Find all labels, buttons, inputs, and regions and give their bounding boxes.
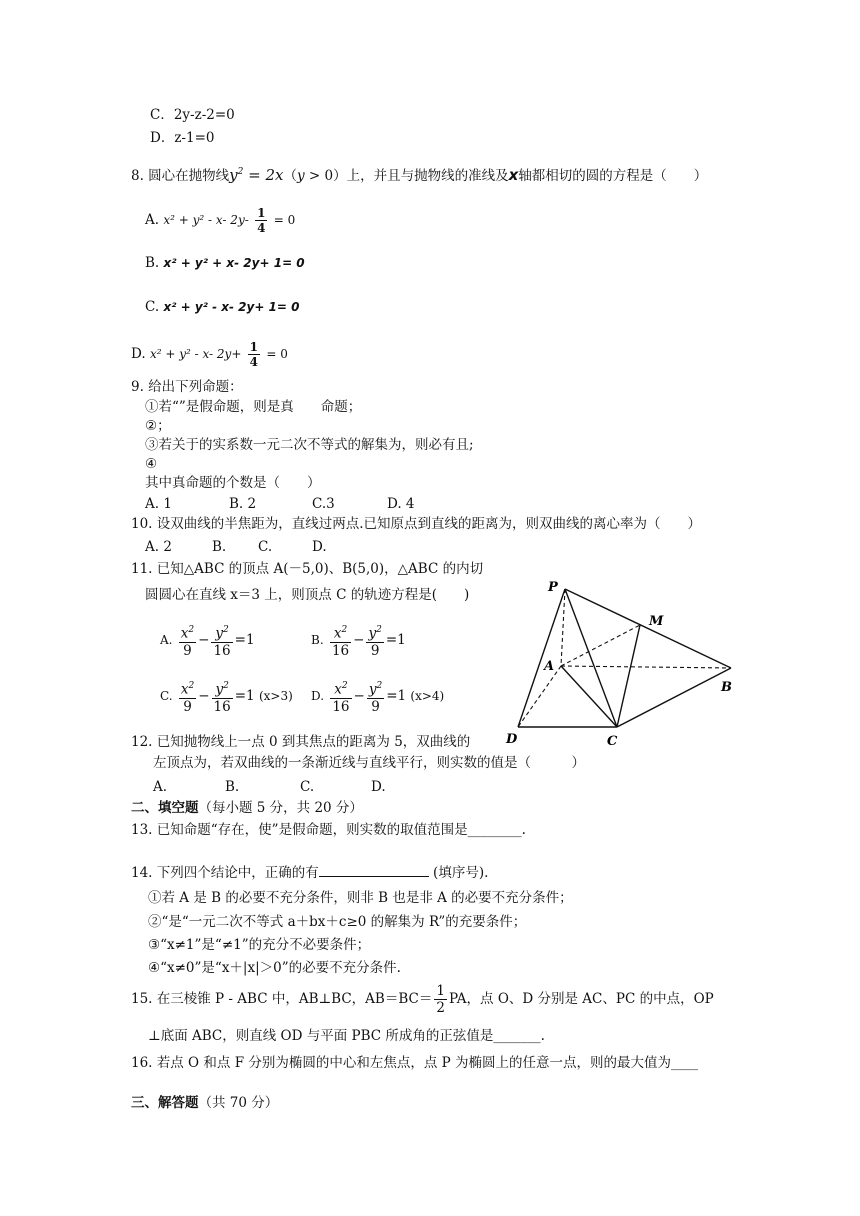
q9-question: 其中真命题的个数是（ ）	[145, 475, 321, 491]
q12-option-c: C.	[300, 779, 315, 795]
q14-item-3: ③“x≠1”是“≠1”的充分不必要条件；	[148, 937, 371, 953]
q12-option-b: B.	[225, 779, 240, 795]
q10-option-b: B.	[212, 539, 227, 555]
q10-stem: 10. 设双曲线的半焦距为，直线过两点.已知原点到直线的距离为，则双曲线的离心率为（ ）	[131, 516, 702, 532]
q16-stem: 16. 若点 O 和点 F 分别为椭圆的中心和左焦点，点 P 为椭圆上的任意一点，则的最大值为____	[131, 1055, 699, 1071]
q11-stem-line2: 圆圆心在直线 x＝3 上，则顶点 C 的轨迹方程是( )	[145, 587, 470, 603]
edge-cb	[617, 668, 731, 727]
label-a: A	[544, 659, 555, 674]
q9-option-d: D. 4	[387, 496, 415, 512]
q10-option-c: C.	[258, 539, 273, 555]
q13-stem: 13. 已知命题“存在，使”是假命题，则实数的取值范围是________.	[131, 822, 526, 838]
label-m: M	[649, 614, 664, 629]
q12-option-d: D.	[371, 779, 386, 795]
q10-option-d: D.	[312, 539, 327, 555]
q14-item-4: ④“x≠0”是“x＋|x|＞0”的必要不充分条件.	[148, 960, 401, 976]
q14-item-1: ①若 A 是 B 的必要不充分条件，则非 B 也是非 A 的必要不充分条件；	[148, 890, 573, 906]
q9-option-a: A. 1	[145, 496, 172, 512]
q7-option-d: D．z-1=0	[150, 130, 215, 146]
section-3-heading: 三、解答题（共 70 分）	[131, 1095, 279, 1111]
q11-stem-line1: 11. 已知△ABC 的顶点 A(－5,0)、B(5,0)，△ABC 的内切	[131, 561, 484, 577]
q12-stem-line1: 12. 已知抛物线上一点 0 到其焦点的距离为 5，双曲线的	[131, 734, 471, 750]
q11-option-c: C. $\frac{x^2}{9}$ − $\frac{y^2}{16}$ =1 (x>3)	[160, 678, 293, 715]
q9-item-3: ③若关于的实系数一元二次不等式的解集为，则必有且;	[145, 437, 474, 453]
q8-stem: 8. 圆心在抛物线$y^2 = 2x(y > 0)$上，并且与抛物线的准线及x轴都相切的圆的方程是（ ）	[131, 166, 708, 184]
q8-option-d: D. x² + y² - x- 2y+ $\frac{1}{4}$ = 0	[131, 340, 288, 369]
label-b: B	[721, 680, 732, 695]
section-2-heading: 二、填空题（每小题 5 分，共 20 分）	[131, 800, 363, 816]
label-d: D	[506, 732, 518, 747]
edge-ad-hidden	[518, 666, 561, 727]
q10-option-a: A. 2	[145, 539, 172, 555]
q12-stem-line2: 左顶点为，若双曲线的一条渐近线与直线平行，则实数的值是（ ）	[153, 755, 585, 771]
q8-option-b: B. x² + y² + x- 2y+ 1= 0	[145, 255, 305, 271]
q9-option-c: C.3	[312, 496, 335, 512]
q8-option-c: C. x² + y² - x- 2y+ 1= 0	[145, 299, 300, 315]
q15-stem-line1: 15. 在三棱锥 P - ABC 中，AB⊥BC，AB＝BC＝ $\frac{1}{2}$ PA，点 O、D 分别是 AC、PC 的中点，OP	[131, 983, 714, 1016]
q9-option-b: B. 2	[229, 496, 257, 512]
q9-item-4: ④	[145, 456, 158, 472]
q11-option-a: A. $\frac{x^2}{9}$ − $\frac{y^2}{16}$ =1	[160, 622, 255, 659]
q9-item-1: ①若“”是假命题，则是真 命题；	[145, 399, 362, 415]
edge-pd	[518, 589, 565, 727]
q11-option-d: D. $\frac{x^2}{16}$ − $\frac{y^2}{9}$ =1 (x>4)	[311, 678, 444, 715]
label-c: C	[607, 734, 618, 749]
q9-stem: 9. 给出下列命题：	[131, 379, 243, 395]
edge-am-hidden	[561, 625, 640, 666]
pyramid-figure	[500, 575, 750, 750]
q15-stem-line2: ⊥底面 ABC，则直线 OD 与平面 PBC 所成角的正弦值是_______.	[148, 1028, 545, 1044]
q7-option-c: C．2y-z-2=0	[150, 107, 235, 123]
edge-mc	[617, 625, 640, 727]
label-p: P	[548, 580, 558, 595]
q9-item-2: ②；	[145, 418, 171, 434]
q12-option-a: A.	[153, 779, 168, 795]
q8-option-a: A. x² + y² - x- 2y- $\frac{1}{4}$ = 0	[145, 206, 296, 235]
q14-stem: 14. 下列四个结论中，正确的有 (填序号).	[131, 862, 488, 882]
edge-ab-hidden	[561, 666, 731, 668]
q11-option-b: B. $\frac{x^2}{16}$ − $\frac{y^2}{9}$ =1	[311, 622, 406, 659]
q14-item-2: ②“是“一元二次不等式 a＋bx＋c≥0 的解集为 R”的充要条件；	[148, 914, 527, 930]
edge-ac	[561, 666, 617, 727]
